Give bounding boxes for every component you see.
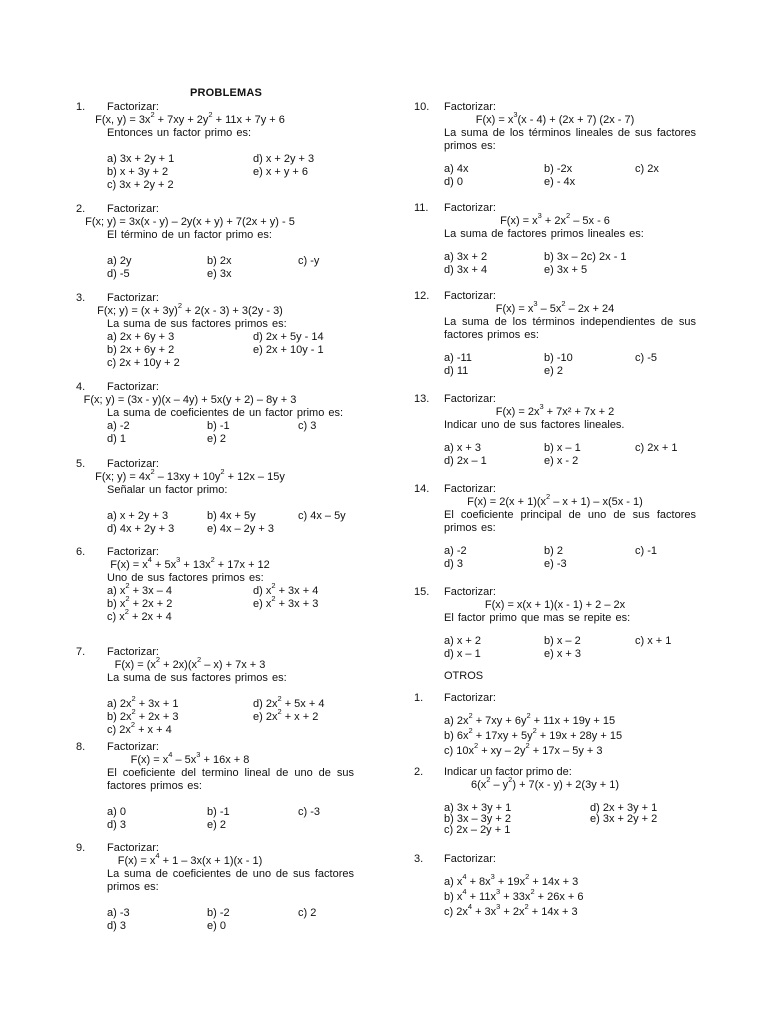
answer-option: a) x + 3	[444, 442, 481, 454]
problem-question: Entonces un factor primo es:	[107, 127, 252, 139]
answer-option: e) 2	[544, 365, 563, 377]
answer-option: b) $x^4 + 11x^3 + 33x^2 + 26x + 6$	[444, 887, 584, 903]
answer-option: d) 1	[107, 433, 126, 445]
problem-number: 3.	[414, 853, 424, 865]
answer-option: b) -10	[544, 352, 573, 364]
problem-label: Factorizar:	[107, 381, 159, 393]
answer-option: a) 4x	[444, 163, 469, 175]
problem-number: 2.	[76, 203, 86, 215]
problem-question: La suma de los términos independientes de sus factores primos es:	[444, 316, 696, 341]
answer-option: b) 4x + 5y	[207, 510, 256, 522]
problem-label: Factorizar:	[444, 101, 496, 113]
problem-question: El coeficiente del termino lineal de uno de sus factores primos es:	[107, 767, 354, 792]
answer-option: e) 3x + 5	[544, 264, 588, 276]
problem-question: Uno de sus factores primos es:	[107, 572, 264, 584]
answer-option: a) 2x + 6y + 3	[107, 331, 175, 343]
answer-option: c) 2x	[635, 163, 659, 175]
answer-option: b) 2	[544, 545, 563, 557]
problem-question: La suma de sus factores primos es:	[107, 672, 287, 684]
answer-option: b) -2x	[544, 163, 573, 175]
answer-option: b) 3x – 3y + 2	[444, 813, 511, 825]
problem-formula: $6(x^2 - y^2) + 7(x - y) + 2(3y + 1)$	[470, 775, 620, 791]
problem-formula: $F(x) = (x^2 + 2x)(x^2 - x) + 7x + 3$	[114, 655, 266, 671]
problem-number: 1.	[76, 101, 86, 113]
problem-formula: F(x; y) = (3x - y)(x – 4y) + 5x(y + 2) – 8y + 3	[83, 394, 297, 406]
problem-formula: $F(x) = x^3(x - 4) + (2x + 7)$ (2x - 7)	[475, 110, 635, 126]
problem-number: 6.	[76, 546, 86, 558]
problem-label: Factorizar:	[444, 290, 496, 302]
problem-formula: $F(x) = x^3 + 2x^2 - 5x - 6$	[500, 211, 610, 227]
answer-option: d) 3	[444, 558, 463, 570]
problem-label: Factorizar:	[107, 203, 159, 215]
answer-option: d) 11	[444, 365, 469, 377]
answer-option: d) 0	[444, 176, 463, 188]
answer-option: d) 3x + 4	[444, 264, 488, 276]
answer-option: a) 3x + 2y + 1	[107, 153, 175, 165]
answer-option: c) 3	[298, 420, 317, 432]
answer-option: a) x + 2	[444, 635, 481, 647]
problem-number: 9.	[76, 842, 86, 854]
answer-option: e) x - 2	[544, 455, 579, 467]
answer-option: c) 2x + 1	[635, 442, 678, 454]
problem-question: La suma de los términos lineales de sus factores primos es:	[444, 127, 696, 152]
problem-formula: $F(x) = x^4 + 1 - 3x(x + 1)(x - 1)$	[117, 851, 263, 867]
answer-option: d) 3	[107, 920, 126, 932]
problem-number: 7.	[76, 646, 86, 658]
problem-number: 13.	[414, 393, 430, 405]
answer-option: e) 3x + 2y + 2	[590, 813, 658, 825]
answer-option: a) 3x + 3y + 1	[444, 802, 512, 814]
problem-label: Factorizar:	[444, 483, 496, 495]
problem-question: La suma de sus factores primos es:	[107, 318, 287, 330]
problem-question: Señalar un factor primo:	[107, 484, 228, 496]
answer-option: c) -3	[298, 806, 320, 818]
answer-option: e) $x^2 + 3x + 3$	[253, 594, 319, 610]
problem-formula: $F(x) = x^3 - 5x^2 - 2x + 24$	[495, 299, 615, 315]
answer-option: a) $x^2 + 3x - 4$	[107, 581, 173, 597]
answer-option: c) 2	[298, 907, 317, 919]
answer-option: e) x + 3	[544, 648, 581, 660]
problem-formula: F(x; $y) = (x + 3y)^2 + 2(x - 3) + 3(2y - 3)$	[97, 301, 283, 317]
answer-option: c) $10x^2$ + xy – $2y^2 + 17x - 5y + 3$	[444, 741, 603, 757]
problem-formula: F(x) = x(x + 1)(x - 1) + 2 – 2x	[484, 599, 626, 611]
answer-option: c) $2x^2 + x + 4$	[107, 720, 172, 736]
problem-formula: F(x; y) = 3x(x - y) – 2y(x + y) + 7(2x + y) - 5	[85, 216, 295, 228]
answer-option: c) 2x – 2y + 1	[444, 824, 511, 836]
problem-label: Factorizar:	[444, 586, 496, 598]
answer-option: d) $x^2 + 3x + 4$	[253, 581, 319, 597]
answer-option: b) -1	[207, 806, 230, 818]
answer-option: b) x + 3y + 2	[107, 166, 169, 178]
problem-number: 8.	[76, 741, 86, 753]
answer-option: b) $x^2 + 2x + 2$	[107, 594, 173, 610]
problem-formula: F(x; $y) = 4x^2 - 13xy + 10y^2 + 12x - 15y$	[95, 467, 285, 483]
problem-label: Indicar un factor primo de:	[444, 766, 572, 778]
answer-option: d) x + 2y + 3	[253, 153, 315, 165]
answer-option: a) x + 2y + 3	[107, 510, 169, 522]
answer-option: b) x – 2	[544, 635, 581, 647]
problem-formula: $F(x) = x^4 + 5x^3 + 13x^2 + 17x + 12$	[110, 555, 270, 571]
problem-label: Factorizar:	[107, 646, 159, 658]
answer-option: a) -3	[107, 907, 130, 919]
problem-label: Factorizar:	[107, 458, 159, 470]
answer-option: d) $2x^2 + 5x + 4$	[253, 694, 325, 710]
right-column	[380, 0, 768, 1024]
answer-option: a) 2y	[107, 255, 132, 267]
answer-option: b) -2	[207, 907, 230, 919]
problem-question: La suma de coeficientes de un factor primo es:	[107, 407, 344, 419]
answer-option: b) x – 1	[544, 442, 581, 454]
problem-question: El coeficiente principal de uno de sus factores primos es:	[444, 509, 696, 534]
problem-number: 10.	[414, 101, 430, 113]
answer-option: e) - 4x	[544, 176, 576, 188]
answer-option: e) 2x + 10y - 1	[253, 344, 324, 356]
answer-option: c) x + 1	[635, 635, 672, 647]
problem-number: 15.	[414, 586, 430, 598]
problem-number: 12.	[414, 290, 430, 302]
answer-option: a) -11	[444, 352, 472, 364]
answer-option: c) -5	[635, 352, 657, 364]
problem-number: 4.	[76, 381, 86, 393]
problem-formula: $F(x) = 2x^3 + 7x^2 + 7x + 2$	[495, 402, 615, 418]
answer-option: a) $2x^2 + 3x + 1$	[107, 694, 179, 710]
answer-option: c) 3x + 2y + 2	[107, 179, 174, 191]
problem-question: El término de un factor primo es:	[107, 229, 272, 241]
problem-label: Factorizar:	[444, 853, 496, 865]
answer-option: e) 2	[207, 433, 226, 445]
left-column	[0, 0, 380, 1024]
problem-label: Factorizar:	[107, 741, 159, 753]
problem-label: Factorizar:	[107, 101, 159, 113]
answer-option: e) -3	[544, 558, 567, 570]
answer-option: b) -1	[207, 420, 230, 432]
page-title: PROBLEMAS	[190, 87, 263, 99]
problem-question: La suma de factores primos lineales es:	[444, 228, 644, 240]
answer-option: b) 2x + 6y + 2	[107, 344, 175, 356]
answer-option: d) 4x + 2y + 3	[107, 523, 175, 535]
problem-number: 1.	[414, 692, 424, 704]
answer-option: e) 2	[207, 819, 226, 831]
problem-label: Factorizar:	[444, 202, 496, 214]
problem-label: Factorizar:	[444, 393, 496, 405]
answer-option: e) 3x	[207, 268, 232, 280]
answer-option: d) 3	[107, 819, 126, 831]
answer-option: c) -1	[635, 545, 657, 557]
problem-number: 3.	[76, 292, 86, 304]
answer-option: b) 2x	[207, 255, 232, 267]
answer-option: d) -5	[107, 268, 130, 280]
answer-option: b) 3x – 2c) 2x - 1	[544, 251, 627, 263]
problem-question: Indicar uno de sus factores lineales.	[444, 419, 625, 431]
answer-option: a) -2	[444, 545, 467, 557]
answer-option: d) x – 1	[444, 648, 481, 660]
problem-question: El factor primo que mas se repite es:	[444, 612, 631, 624]
answer-option: a) 3x + 2	[444, 251, 488, 263]
problem-number: 11.	[414, 202, 429, 214]
problem-formula: F(x, $y) = 3x^2 + 7xy + 2y^2 + 11x + 7y + 6$	[95, 110, 285, 126]
problem-label: Factorizar:	[107, 292, 159, 304]
problem-number: 2.	[414, 766, 424, 778]
answer-option: c) $2x^4 + 3x^3 + 2x^2 + 14x + 3$	[444, 902, 578, 918]
answer-option: d) 2x + 5y - 14	[253, 331, 324, 343]
problem-label: Factorizar:	[444, 692, 496, 704]
answer-option: c) 4x – 5y	[298, 510, 346, 522]
answer-option: b) $2x^2 + 2x + 3$	[107, 707, 179, 723]
problem-label: Factorizar:	[107, 842, 159, 854]
answer-option: a) $x^4 + 8x^3 + 19x^2 + 14x + 3$	[444, 872, 579, 888]
answer-option: a) $2x^2 + 7xy + 6y^2 + 11x + 19y + 15$	[444, 711, 616, 727]
answer-option: d) 2x + 3y + 1	[590, 802, 658, 814]
problem-number: 14.	[414, 483, 430, 495]
answer-option: e) 0	[207, 920, 226, 932]
answer-option: a) 0	[107, 806, 126, 818]
problem-number: 5.	[76, 458, 86, 470]
answer-option: b) $6x^2 + 17xy + 5y^2 + 19x + 28y + 15$	[444, 726, 623, 742]
answer-option: c) 2x + 10y + 2	[107, 357, 180, 369]
answer-option: e) $2x^2 + x + 2$	[253, 707, 319, 723]
answer-option: e) 4x – 2y + 3	[207, 523, 274, 535]
problem-question: La suma de coeficientes de uno de sus factores primos es:	[107, 868, 354, 893]
answer-option: c) $x^2 + 2x + 4$	[107, 607, 172, 623]
problem-formula: $F(x) = 2(x + 1)(x^2 - x + 1) - x(5x - 1)$	[467, 492, 643, 508]
answer-option: c) -y	[298, 255, 320, 267]
answer-option: a) -2	[107, 420, 130, 432]
section-heading-otros: OTROS	[444, 670, 484, 682]
problem-formula: $F(x) = x^4 - 5x^3 + 16x + 8$	[130, 750, 250, 766]
answer-option: d) 2x – 1	[444, 455, 487, 467]
problem-label: Factorizar:	[107, 546, 159, 558]
answer-option: e) x + y + 6	[253, 166, 309, 178]
